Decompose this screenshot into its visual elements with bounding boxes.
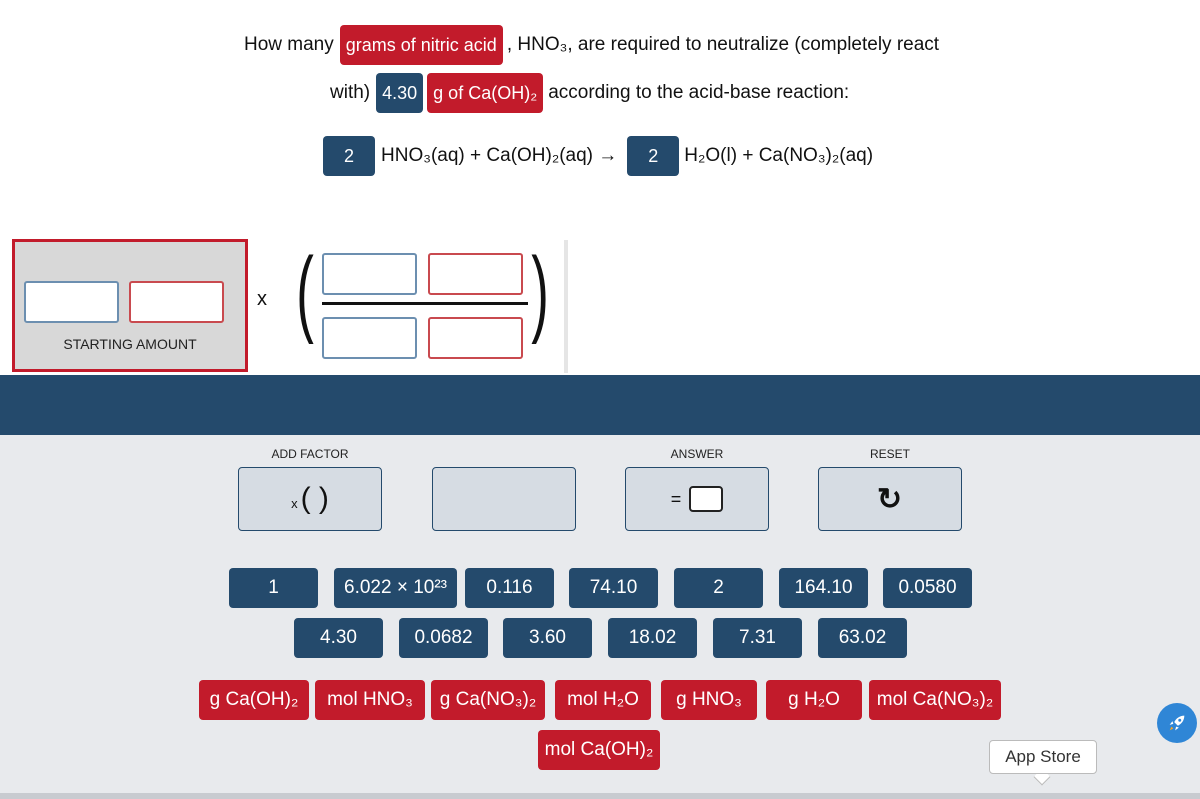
coefficient-chip-2[interactable]: 2 [627,136,679,176]
reset-icon: ↺ [877,482,903,516]
number-tile[interactable]: 18.02 [608,618,697,658]
number-tile[interactable]: 4.30 [294,618,383,658]
question-line-1 [244,25,939,65]
open-paren: ( [296,238,314,345]
number-tile[interactable]: 164.10 [779,568,868,608]
unit-tile[interactable]: g HNO₃ [661,680,757,720]
unit-tile[interactable]: g Ca(OH)₂ [199,680,309,720]
add-factor-x: x [291,495,298,511]
unit-tile[interactable]: mol Ca(OH)₂ [538,730,660,770]
rocket-icon[interactable] [1157,703,1197,743]
unit-tile[interactable]: mol H₂O [555,680,651,720]
number-tile[interactable]: 0.0580 [883,568,972,608]
unit-tile[interactable]: mol Ca(NO₃)₂ [869,680,1001,720]
answer-box-icon [689,486,723,512]
number-tile[interactable]: 1 [229,568,318,608]
reset-label: RESET [869,447,910,461]
starting-amount-box[interactable] [12,239,248,372]
unit-tile[interactable]: g Ca(NO₃)₂ [431,680,545,720]
rocket-icon-graphic [1166,712,1188,734]
fraction-bar [322,302,528,305]
equation [323,136,873,176]
factor-denominator-value-slot[interactable] [322,317,417,359]
coefficient-chip-1[interactable]: 2 [323,136,375,176]
unit-tile[interactable]: mol HNO₃ [315,680,425,720]
add-factor-label: ADD FACTOR [271,447,349,461]
target-chip[interactable]: grams of nitric acid [340,25,503,65]
number-tile[interactable]: 0.0682 [399,618,488,658]
app-store-button[interactable]: App Store [989,740,1097,774]
add-factor-parens: ( ) [300,482,329,515]
question-text: with) [330,82,371,103]
given-unit-chip[interactable]: g of Ca(OH)₂ [427,73,543,113]
answer-button[interactable] [625,467,769,531]
add-factor-button[interactable] [238,467,382,531]
blank-control[interactable] [432,467,576,531]
number-tile[interactable]: 3.60 [503,618,592,658]
question-line-2 [330,73,849,113]
number-tile[interactable]: 6.022 × 10²³ [334,568,457,608]
question-text: How many [244,34,334,55]
equals-icon: = [670,488,682,509]
given-value-chip[interactable]: 4.30 [376,73,423,113]
number-tile[interactable]: 7.31 [713,618,802,658]
question-text: , HNO₃, are required to neutralize (completely react [506,34,940,55]
starting-amount-label: STARTING AMOUNT [63,336,197,352]
equation-products: H₂O(l) + Ca(NO₃)₂(aq) [684,145,874,166]
starting-value-slot[interactable] [24,281,119,323]
starting-unit-slot[interactable] [129,281,224,323]
toolbar-band [0,375,1200,435]
factor-numerator-value-slot[interactable] [322,253,417,295]
number-tile[interactable]: 63.02 [818,618,907,658]
multiply-sign: x [257,288,267,310]
factor-numerator-unit-slot[interactable] [428,253,523,295]
number-tile[interactable]: 74.10 [569,568,658,608]
reset-button[interactable] [818,467,962,531]
bottom-strip [0,793,1200,799]
close-paren: ) [531,238,549,345]
unit-tile[interactable]: g H₂O [766,680,862,720]
workspace-divider [564,240,568,373]
number-tile[interactable]: 2 [674,568,763,608]
question-text: according to the acid-base reaction: [548,82,850,103]
number-tile[interactable]: 0.116 [465,568,554,608]
equation-reactants: HNO₃(aq) + Ca(OH)₂(aq) → [381,145,618,166]
answer-label: ANSWER [670,447,724,461]
factor-denominator-unit-slot[interactable] [428,317,523,359]
